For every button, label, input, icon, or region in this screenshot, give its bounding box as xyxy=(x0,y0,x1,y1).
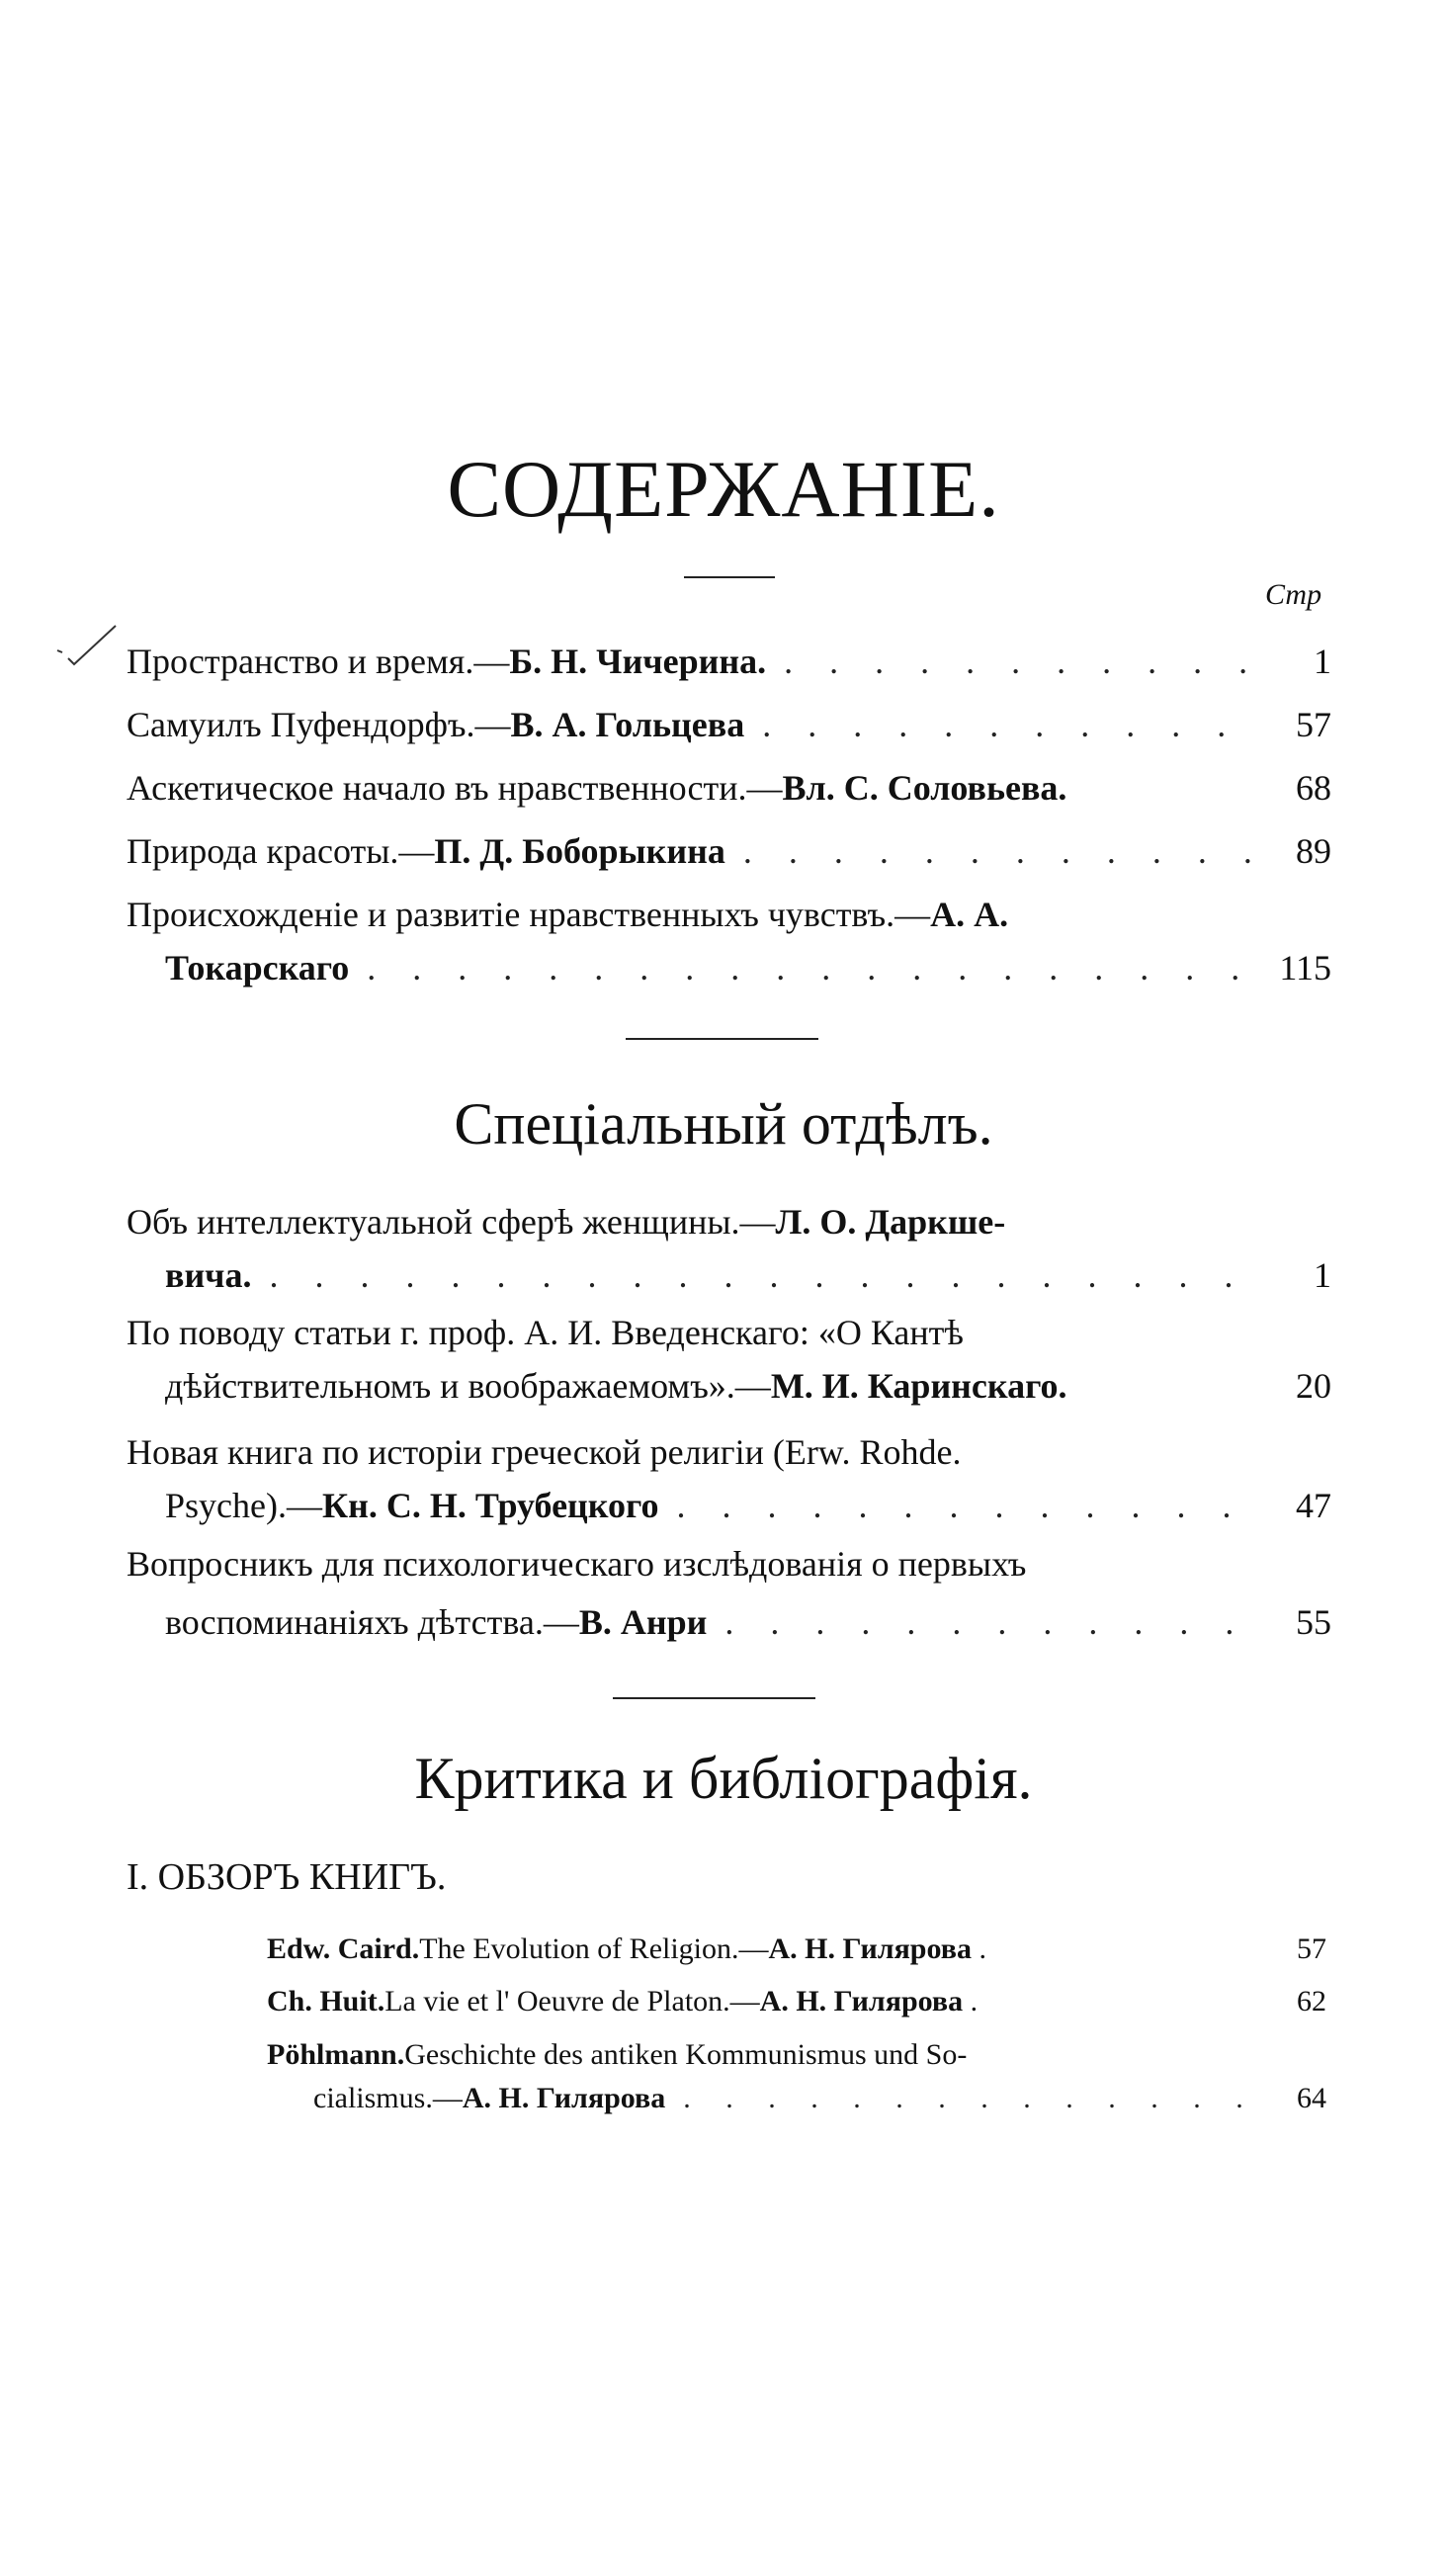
entry-author: Токарскаго xyxy=(165,948,350,987)
page-number: 57 xyxy=(1296,705,1331,744)
toc-entry-line2 xyxy=(165,1365,1331,1407)
dot-leader xyxy=(270,1254,1255,1296)
review-entry: Edw. Caird. The Evolution of Religion.— А. Н. Гилярова . 57 xyxy=(267,1932,1326,1965)
page-number: 47 xyxy=(1296,1486,1331,1525)
entry-title: дѣйствительномъ и воображаемомъ».— xyxy=(165,1366,771,1406)
dot-leader xyxy=(683,2082,1249,2115)
entry-author: А. Н. Гилярова xyxy=(462,2082,666,2114)
review-entry-line1 xyxy=(267,2038,1226,2072)
entry-author: Л. О. Даркше- xyxy=(775,1202,1006,1242)
book-title: Geschichte des antiken Kommunismus und So- xyxy=(404,2038,968,2071)
dot-leader xyxy=(743,830,1254,872)
entry-title: Объ интеллектуальной сферѣ женщины.— xyxy=(127,1202,776,1242)
entry-author: Б. Н. Чичерина. xyxy=(509,642,767,681)
book-title: La vie et l' Oeuvre de Platon.— xyxy=(384,1985,760,2018)
entry-author: В. А. Гольцева xyxy=(510,705,745,744)
dot-leader xyxy=(677,1485,1254,1526)
page-number: 1 xyxy=(1314,1255,1331,1295)
entry-author: Вл. С. Соловьева. xyxy=(782,768,1067,808)
toc-entry-line2 xyxy=(165,947,1331,988)
page-number: 62 xyxy=(1297,1985,1326,2018)
book-author: Ch. Huit. xyxy=(267,1985,385,2018)
divider xyxy=(626,1038,818,1040)
entry-author: Кн. С. Н. Трубецкого xyxy=(321,1486,659,1525)
dot-leader xyxy=(367,947,1254,988)
toc-entry-line2 xyxy=(165,1485,1331,1526)
dot-leader xyxy=(724,1601,1254,1643)
section-title: Критика и библіографія. xyxy=(414,1746,1033,1811)
review-entry: Ch. Huit. La vie et l' Oeuvre de Platon.— А. Н. Гилярова . 62 xyxy=(267,1985,1326,2018)
book-title: The Evolution of Religion.— xyxy=(419,1932,769,1965)
dot-leader xyxy=(784,641,1254,682)
pencil-checkmark-icon xyxy=(54,623,119,672)
toc-entry xyxy=(127,641,1331,682)
toc-entry xyxy=(127,704,1331,745)
entry-author: А. Н. Гилярова xyxy=(759,1985,964,2018)
entry-title: Аскетическое начало въ нравственности.— xyxy=(127,768,783,808)
entry-author: вича. xyxy=(165,1255,252,1295)
toc-entry-line1 xyxy=(127,894,1253,935)
page-number: 89 xyxy=(1296,831,1331,871)
toc-entry xyxy=(127,767,1331,809)
entry-title: Природа красоты.— xyxy=(127,831,435,871)
page-number: 57 xyxy=(1297,1932,1326,1965)
entry-title: Новая книга по исторіи греческой религіи (Erw. Rohde. xyxy=(127,1432,962,1472)
toc-entry-line1 xyxy=(127,1431,1253,1473)
page-number: 64 xyxy=(1297,2082,1326,2114)
page-title: СОДЕРЖАНІЕ. xyxy=(447,444,1000,534)
page-number: 115 xyxy=(1279,948,1331,987)
entry-title: Происхожденіе и развитіе нравственныхъ чувствъ.— xyxy=(127,895,931,934)
entry-author: А. А. xyxy=(930,895,1009,934)
entry-author: В. Анри xyxy=(578,1602,708,1642)
entry-title: воспоминаніяхъ дѣтства.— xyxy=(165,1602,579,1642)
entry-title: Вопросникъ для психологическаго изслѣдованія о первыхъ xyxy=(127,1544,1027,1584)
page-number: 20 xyxy=(1296,1366,1331,1406)
divider xyxy=(684,576,775,578)
entry-title: Psyche).— xyxy=(165,1486,322,1525)
entry-author: П. Д. Боборыкина xyxy=(434,831,725,871)
toc-entry-line2 xyxy=(165,1254,1331,1296)
toc-entry xyxy=(127,830,1331,872)
book-author: Edw. Caird. xyxy=(267,1932,420,1965)
dot-leader xyxy=(762,704,1254,745)
book-author: Pöhlmann. xyxy=(267,2038,405,2071)
page-number: 55 xyxy=(1296,1602,1331,1642)
entry-title: Самуилъ Пуфендорфъ.— xyxy=(127,705,511,744)
entry-author: А. Н. Гилярова xyxy=(768,1932,972,1965)
entry-title: Пространство и время.— xyxy=(127,642,510,681)
toc-entry-line1 xyxy=(127,1312,1253,1353)
page-column-label: Стр xyxy=(1265,578,1322,611)
toc-entry-line1 xyxy=(127,1201,1253,1243)
review-entry-line2 xyxy=(313,2082,1326,2115)
toc-entry-line2 xyxy=(165,1601,1331,1643)
toc-entry-line1 xyxy=(127,1543,1253,1585)
entry-title: По поводу статьи г. проф. А. И. Введенскаго: «О Кантѣ xyxy=(127,1313,964,1352)
section-title: Спеціальный отдѣлъ. xyxy=(454,1091,993,1157)
entry-author: М. И. Каринскаго. xyxy=(770,1366,1067,1406)
subsection-title: I. ОБЗОРЪ КНИГЪ. xyxy=(127,1856,447,1898)
divider xyxy=(613,1697,815,1699)
book-title: cialismus.— xyxy=(313,2082,463,2114)
page-number: 1 xyxy=(1314,642,1331,681)
page-number: 68 xyxy=(1296,768,1331,808)
